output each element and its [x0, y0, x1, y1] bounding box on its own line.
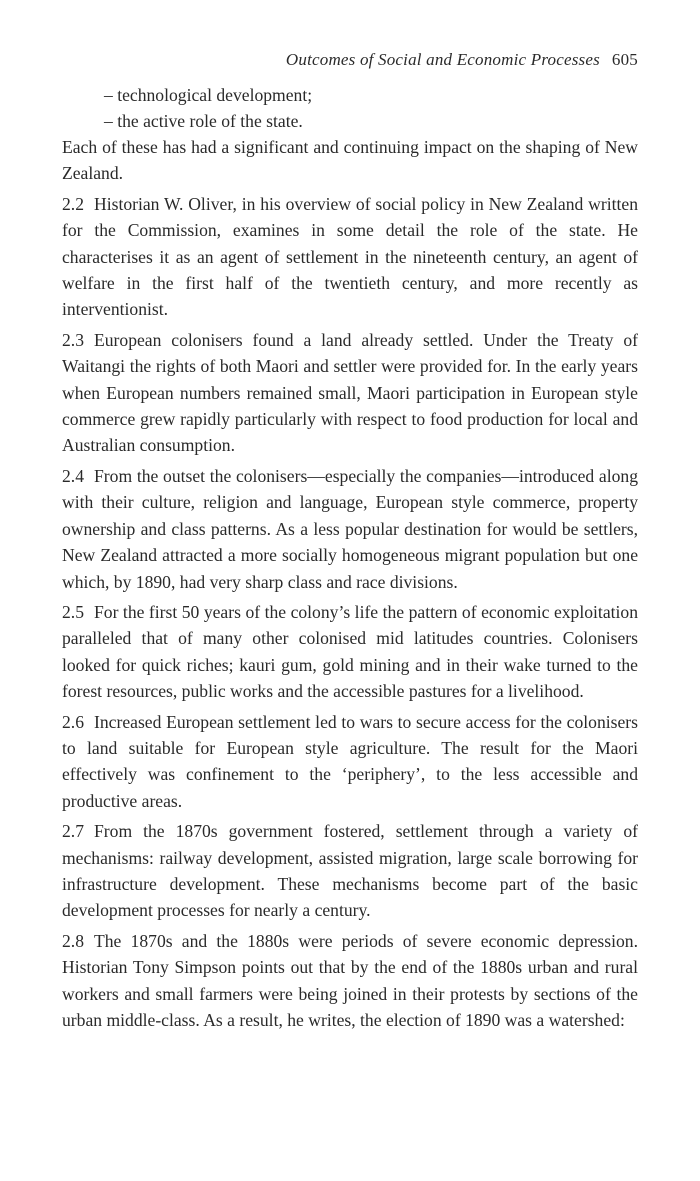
paragraph-text: For the first 50 years of the colony’s life the pattern of economic exploitation paralleled that of many other colonised mid latitudes countries. Colonisers looked for quick riches; kauri gum, gold mining and in their wake turned to the forest resources, public works and the accessible pastures for a livelihood. [62, 601, 638, 702]
paragraph-number: 2.5 [62, 601, 84, 622]
paragraph-number: 2.4 [62, 465, 84, 486]
paragraph-number: 2.6 [62, 711, 84, 732]
paragraph-text: From the 1870s government fostered, settlement through a variety of mechanisms: railway development, assisted migration, large scale borrowing for infrastructure development. These mechanisms become part of the basic development processes for nearly a century. [62, 821, 638, 921]
paragraph-text: Historian W. Oliver, in his overview of social policy in New Zealand written for the Commission, examines in some detail the role of the state. He characterises it as an agent of settlement in the nineteenth century, an agent of welfare in the first half of the twentieth century, and more recently as interventionist. [62, 193, 638, 320]
paragraph-2-4 [62, 463, 638, 595]
paragraph-text: European colonisers found a land already settled. Under the Treaty of Waitangi the rights of both Maori and settler were provided for. In the early years when European numbers remained small, Maori participation in European style commerce grew rapidly particularly with respect to food production for local and Australian consumption. [62, 329, 638, 456]
paragraph-2-6 [62, 709, 638, 815]
paragraph-number: 2.3 [62, 329, 84, 350]
page [62, 48, 638, 1033]
paragraph-text: The 1870s and the 1880s were periods of severe economic depression. Historian Tony Simpson points out that by the end of the 1880s urban and rural workers and small farmers were being joined in their protests by sections of the urban middle-class. As a result, he writes, the election of 1890 was a watershed: [62, 930, 638, 1030]
intro-paragraph: Each of these has had a significant and continuing impact on the shaping of New Zealand. [62, 137, 638, 184]
paragraph-2-2 [62, 191, 638, 323]
list-item: – the active role of the state. [104, 111, 303, 131]
paragraph-2-8 [62, 928, 638, 1034]
running-title: Outcomes of Social and Economic Processes [285, 50, 600, 69]
paragraph-2-5 [62, 599, 638, 705]
paragraph-number: 2.7 [62, 821, 84, 842]
bullet-list [62, 82, 638, 134]
paragraph-2-7 [62, 818, 638, 924]
paragraph-2-3 [62, 327, 638, 459]
list-item: – technological development; [104, 85, 313, 105]
paragraph-number: 2.2 [62, 193, 84, 214]
running-head [62, 48, 638, 72]
paragraph-text: Increased European settlement led to wars to secure access for the colonisers to land suitable for European style agriculture. The result for the Maori effectively was confinement to the ‘periphery’, to the less accessible and productive areas. [62, 711, 638, 811]
paragraph-number: 2.8 [62, 930, 84, 951]
paragraph-text: From the outset the colonisers—especially the companies—introduced along with their culture, religion and language, European style commerce, property ownership and class patterns. As a less popular destination for would be settlers, New Zealand attracted a more socially homogeneous migrant population but one which, by 1890, had very sharp class and race divisions. [62, 465, 638, 592]
page-number: 605 [611, 50, 638, 69]
